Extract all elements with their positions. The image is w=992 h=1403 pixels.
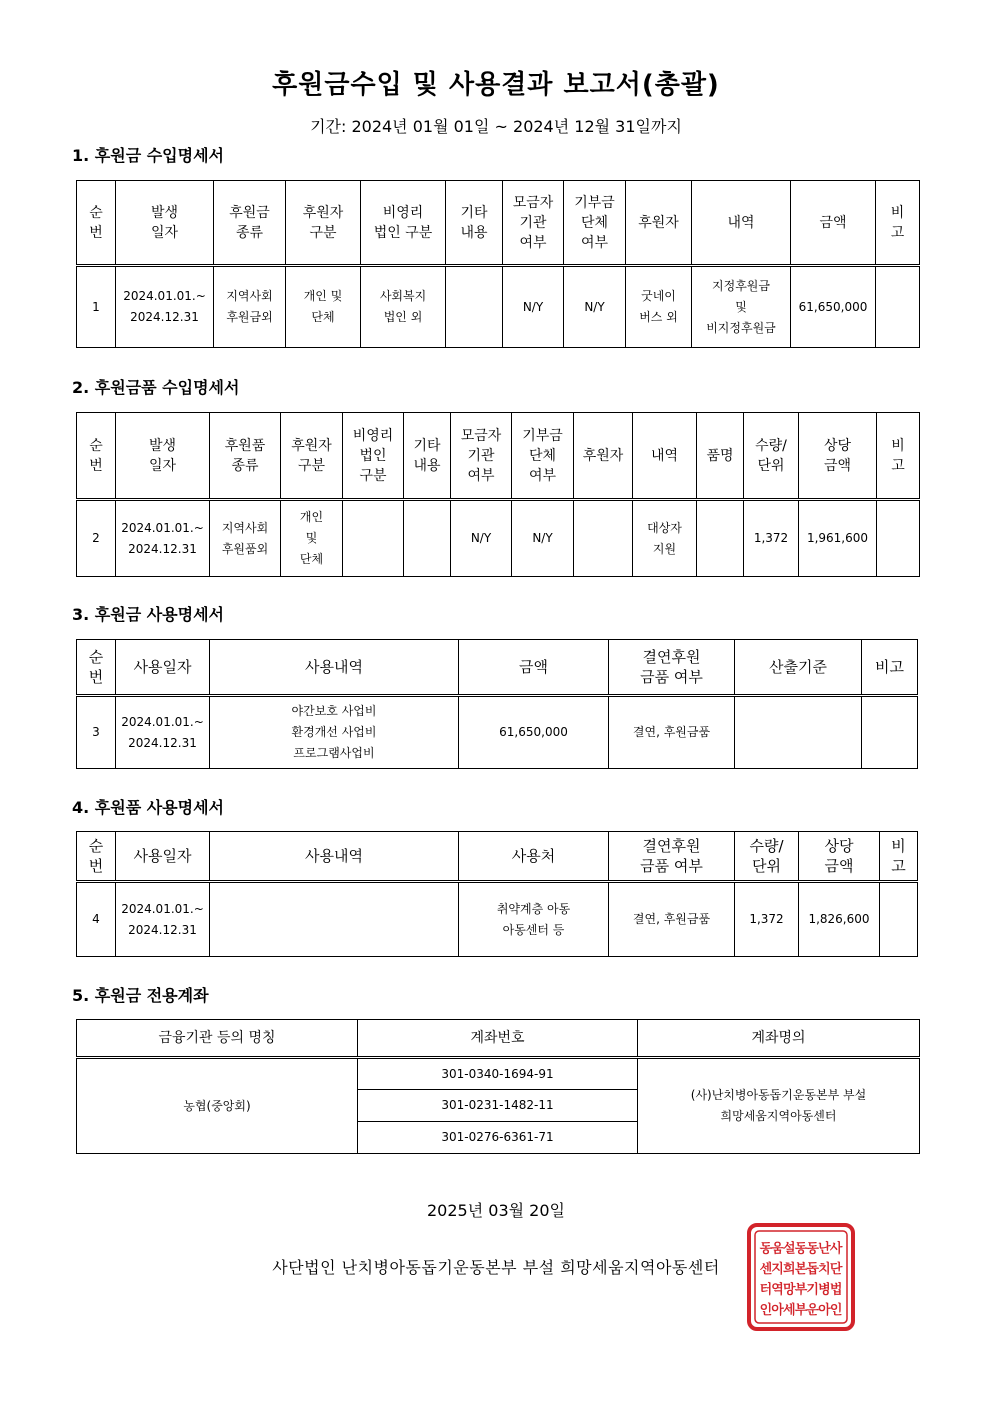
seal-glyph: 사 xyxy=(829,1241,843,1257)
seal-glyph: 난 xyxy=(818,1241,831,1257)
table-cell: 1 xyxy=(77,266,116,348)
table-cell: 사회복지 법인 외 xyxy=(361,266,446,348)
table-cell: N/Y xyxy=(512,500,574,577)
section-1-heading: 1. 후원금 수입명세서 xyxy=(72,146,224,165)
dedicated-account-table xyxy=(76,1019,920,1154)
table-cell: 61,650,000 xyxy=(791,266,876,348)
header-cell: 사용처 xyxy=(459,832,609,882)
seal-glyph: 기 xyxy=(806,1282,819,1298)
seal-glyph: 희 xyxy=(783,1261,796,1277)
header-cell: 비 고 xyxy=(880,832,918,882)
header-cell: 수량/ 단위 xyxy=(735,832,799,882)
donation-income-table xyxy=(76,180,920,348)
header-cell: 계좌번호 xyxy=(358,1020,638,1058)
header-cell: 순 번 xyxy=(77,640,116,696)
official-seal-stamp xyxy=(746,1222,856,1332)
table-cell: 결연, 후원금품 xyxy=(609,696,735,769)
header-cell: 기타 내용 xyxy=(404,413,451,500)
table-cell: N/Y xyxy=(564,266,626,348)
table-row xyxy=(77,500,920,577)
table-cell xyxy=(880,882,918,957)
section-3-heading: 3. 후원금 사용명세서 xyxy=(72,605,224,624)
table-cell xyxy=(876,266,920,348)
header-cell: 후원금 종류 xyxy=(214,181,286,266)
table-cell: 지역사회 후원품외 xyxy=(210,500,281,577)
account-number: 301-0276-6361-71 xyxy=(358,1122,638,1154)
section-5-heading: 5. 후원금 전용계좌 xyxy=(72,986,209,1005)
header-cell: 계좌명의 xyxy=(638,1020,920,1058)
table-cell: 개인 및 단체 xyxy=(286,266,361,348)
table-cell xyxy=(446,266,503,348)
header-cell: 내역 xyxy=(633,413,697,500)
seal-glyph: 터 xyxy=(759,1282,773,1298)
seal-glyph: 움 xyxy=(771,1241,784,1257)
seal-glyph: 인 xyxy=(829,1302,843,1318)
header-cell: 사용내역 xyxy=(210,832,459,882)
table-cell: 4 xyxy=(77,882,116,957)
seal-glyph: 센 xyxy=(759,1261,773,1277)
table-cell: 개인 및 단체 xyxy=(281,500,343,577)
header-cell: 순 번 xyxy=(77,413,116,500)
table-cell xyxy=(877,500,920,577)
table-cell xyxy=(574,500,633,577)
table-cell: 2024.01.01.~ 2024.12.31 xyxy=(116,266,214,348)
account-holder: (사)난치병아동돕기운동본부 부설 희망세움지역아동센터 xyxy=(638,1058,920,1154)
header-cell: 모금자 기관 여부 xyxy=(503,181,564,266)
header-cell: 사용내역 xyxy=(210,640,459,696)
header-cell: 결연후원 금품 여부 xyxy=(609,640,735,696)
seal-glyph: 인 xyxy=(759,1302,773,1318)
header-cell: 순 번 xyxy=(77,832,116,882)
seal-glyph: 병 xyxy=(818,1282,831,1298)
table-cell: 지정후원금 및 비지정후원금 xyxy=(692,266,791,348)
table-row xyxy=(77,696,918,769)
account-number: 301-0340-1694-91 xyxy=(358,1058,638,1090)
header-cell: 발생 일자 xyxy=(116,181,214,266)
table-cell: 1,826,600 xyxy=(799,882,880,957)
table-cell xyxy=(404,500,451,577)
table-cell: 2 xyxy=(77,500,116,577)
seal-glyph: 부 xyxy=(794,1302,808,1318)
header-cell: 내역 xyxy=(692,181,791,266)
account-number: 301-0231-1482-11 xyxy=(358,1090,638,1122)
table-cell xyxy=(735,696,862,769)
seal-glyph: 동 xyxy=(794,1241,808,1257)
seal-glyph: 아 xyxy=(771,1302,784,1318)
header-cell: 후원자 구분 xyxy=(281,413,343,500)
header-cell: 금융기관 등의 명칭 xyxy=(77,1020,358,1058)
header-cell: 비 고 xyxy=(877,413,920,500)
table-cell: 결연, 후원금품 xyxy=(609,882,735,957)
table-cell xyxy=(862,696,918,769)
seal-glyph: 세 xyxy=(783,1302,796,1318)
table-cell: 지역사회 후원금외 xyxy=(214,266,286,348)
header-cell: 사용일자 xyxy=(116,640,210,696)
seal-glyph: 망 xyxy=(783,1282,796,1298)
header-cell: 상당 금액 xyxy=(799,832,880,882)
donation-usage-table xyxy=(76,639,918,769)
header-cell: 수량/ 단위 xyxy=(744,413,799,500)
section-2-heading: 2. 후원금품 수입명세서 xyxy=(72,378,240,397)
table-cell: 3 xyxy=(77,696,116,769)
table-cell: 1,372 xyxy=(735,882,799,957)
donated-goods-income-table xyxy=(76,412,920,577)
table-cell: 1,961,600 xyxy=(799,500,877,577)
seal-glyph: 동 xyxy=(806,1241,819,1257)
header-cell: 비고 xyxy=(862,640,918,696)
table-cell: 1,372 xyxy=(744,500,799,577)
table-cell xyxy=(697,500,744,577)
table-row xyxy=(77,1058,920,1090)
header-cell: 산출기준 xyxy=(735,640,862,696)
table-cell: 대상자 지원 xyxy=(633,500,697,577)
document-title: 후원금수입 및 사용결과 보고서(총괄) xyxy=(272,70,720,100)
table-cell: 야간보호 사업비 환경개선 사업비 프로그램사업비 xyxy=(210,696,459,769)
seal-glyph: 운 xyxy=(806,1302,819,1318)
table-cell xyxy=(210,882,459,957)
header-cell: 상당 금액 xyxy=(799,413,877,500)
header-cell: 품명 xyxy=(697,413,744,500)
header-cell: 비 고 xyxy=(876,181,920,266)
table-cell: 굿네이 버스 외 xyxy=(626,266,692,348)
header-cell: 후원자 xyxy=(626,181,692,266)
seal-glyph: 설 xyxy=(783,1241,796,1257)
seal-glyph: 역 xyxy=(771,1282,784,1298)
header-cell: 기부금 단체 여부 xyxy=(512,413,574,500)
seal-glyph: 부 xyxy=(794,1282,808,1298)
table-cell: 2024.01.01.~ 2024.12.31 xyxy=(116,696,210,769)
header-cell: 사용일자 xyxy=(116,832,210,882)
seal-glyph: 법 xyxy=(829,1282,843,1298)
table-cell: N/Y xyxy=(503,266,564,348)
header-cell: 비영리 법인 구분 xyxy=(343,413,404,500)
report-date: 2025년 03월 20일 xyxy=(427,1201,565,1220)
seal-glyph: 동 xyxy=(759,1241,773,1257)
header-cell: 금액 xyxy=(791,181,876,266)
header-cell: 후원품 종류 xyxy=(210,413,281,500)
report-period: 기간: 2024년 01월 01일 ~ 2024년 12월 31일까지 xyxy=(310,117,682,136)
table-row xyxy=(77,266,920,348)
header-cell: 후원자 xyxy=(574,413,633,500)
header-cell: 모금자 기관 여부 xyxy=(451,413,512,500)
seal-glyph: 단 xyxy=(829,1261,843,1277)
table-cell: 2024.01.01.~ 2024.12.31 xyxy=(116,882,210,957)
seal-glyph: 본 xyxy=(794,1261,808,1277)
seal-glyph: 돕 xyxy=(806,1261,819,1277)
table-cell xyxy=(343,500,404,577)
seal-glyph: 지 xyxy=(771,1261,784,1277)
header-cell: 기부금 단체 여부 xyxy=(564,181,626,266)
bank-name: 농협(중앙회) xyxy=(77,1058,358,1154)
table-cell: 2024.01.01.~ 2024.12.31 xyxy=(116,500,210,577)
header-cell: 순 번 xyxy=(77,181,116,266)
organization-name: 사단법인 난치병아동돕기운동본부 부설 희망세움지역아동센터 xyxy=(272,1258,720,1277)
table-cell: N/Y xyxy=(451,500,512,577)
seal-glyph: 치 xyxy=(818,1261,831,1277)
table-cell: 61,650,000 xyxy=(459,696,609,769)
goods-usage-table xyxy=(76,831,918,957)
section-4-heading: 4. 후원품 사용명세서 xyxy=(72,798,224,817)
header-cell: 금액 xyxy=(459,640,609,696)
header-cell: 결연후원 금품 여부 xyxy=(609,832,735,882)
header-cell: 발생 일자 xyxy=(116,413,210,500)
seal-glyph: 아 xyxy=(818,1302,831,1318)
header-cell: 후원자 구분 xyxy=(286,181,361,266)
header-cell: 기타 내용 xyxy=(446,181,503,266)
table-row xyxy=(77,882,918,957)
header-cell: 비영리 법인 구분 xyxy=(361,181,446,266)
table-cell: 취약계층 아동 아동센터 등 xyxy=(459,882,609,957)
